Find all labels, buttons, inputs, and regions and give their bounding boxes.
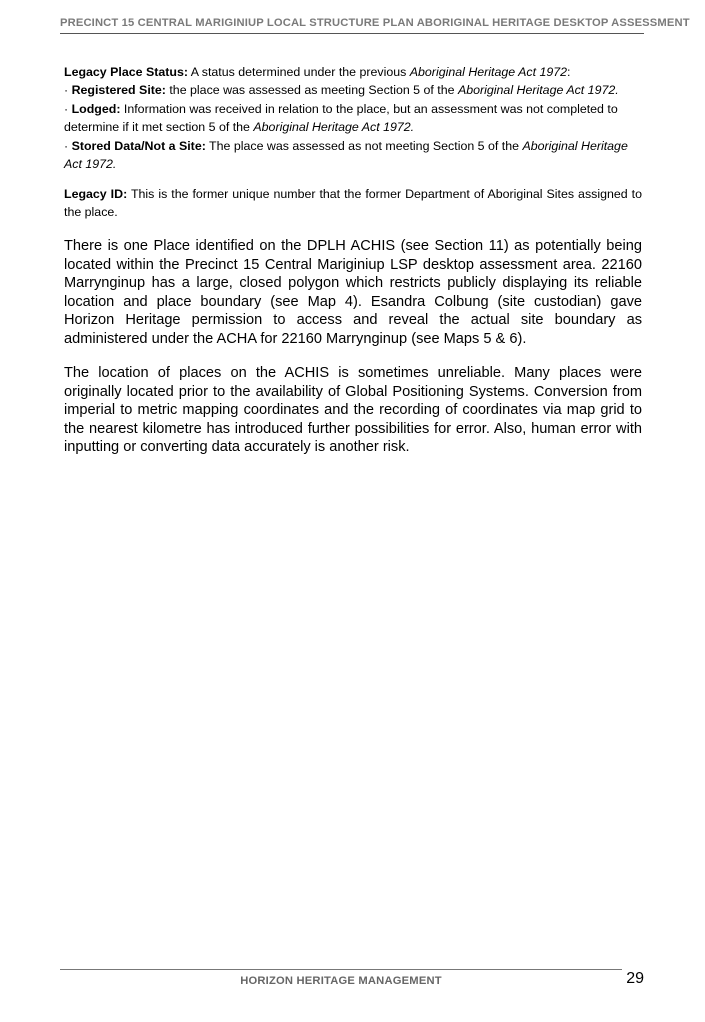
body-paragraph-2: The location of places on the ACHIS is sometimes unreliable. Many places were originally located prior to the availability of Global Positioning Systems. Conversion from imperial to metric mapping coordinates and the recording of coordinates via map grid to the nearest kilometre has introduced further possibilities for error. Also, human error with inputting or converting data accurately is another risk. [64, 365, 642, 456]
legacy-status-label: Legacy Place Status: [64, 65, 188, 79]
status-definitions [64, 63, 642, 173]
bullet: · [64, 83, 72, 98]
legacy-id-text: This is the former unique number that the former Department of Aboriginal Sites assigned to the place. [64, 187, 642, 220]
bullet: · [64, 101, 72, 116]
registered-site-act: Aboriginal Heritage Act 1972. [457, 83, 619, 98]
stored-data-act: Aboriginal Heritage Act 1972. [64, 138, 628, 172]
legacy-status-act: Aboriginal Heritage Act 1972 [409, 65, 568, 79]
stored-data-label: Stored Data/Not a Site: [71, 138, 206, 153]
legacy-status-end: : [567, 65, 571, 79]
lodged-text: Information was received in relation to the place, but an assessment was not completed to determine if it met section 5 of the [64, 101, 618, 135]
page-number: 29 [626, 970, 644, 987]
legacy-id-definition [64, 185, 642, 222]
lodged-label: Lodged: [71, 101, 121, 116]
legacy-status-definition [64, 63, 642, 81]
stored-data-definition [64, 137, 642, 174]
legacy-id-label: Legacy ID: [64, 187, 128, 201]
running-header: PRECINCT 15 CENTRAL MARIGINIUP LOCAL STRUCTURE PLAN ABORIGINAL HERITAGE DESKTOP ASSESSMENT [60, 17, 690, 29]
registered-site-text: the place was assessed as meeting Section 5 of the [165, 83, 458, 98]
footer-rule [60, 969, 622, 970]
stored-data-text: The place was assessed as not meeting Section 5 of the [205, 138, 523, 153]
legacy-status-text: A status determined under the previous [187, 65, 410, 79]
registered-site-definition [64, 81, 642, 99]
registered-site-label: Registered Site: [71, 83, 166, 98]
header-rule [60, 33, 644, 34]
body-paragraph-1: There is one Place identified on the DPLH ACHIS (see Section 11) as potentially being located within the Precinct 15 Central Mariginiup LSP desktop assessment area. 22160 Marrynginup has a large, closed polygon which restricts publicly displaying its reliable location and place boundary (see Map 4). Esandra Colbung (site custodian) gave Horizon Heritage permission to access and reveal the actual site boundary as administered under the ACHA for 22160 Marrynginup (see Maps 5 & 6). [64, 238, 642, 347]
footer-company: HORIZON HERITAGE MANAGEMENT [240, 975, 442, 987]
lodged-act: Aboriginal Heritage Act 1972. [253, 120, 415, 135]
bullet: · [64, 138, 72, 153]
lodged-definition [64, 100, 642, 137]
